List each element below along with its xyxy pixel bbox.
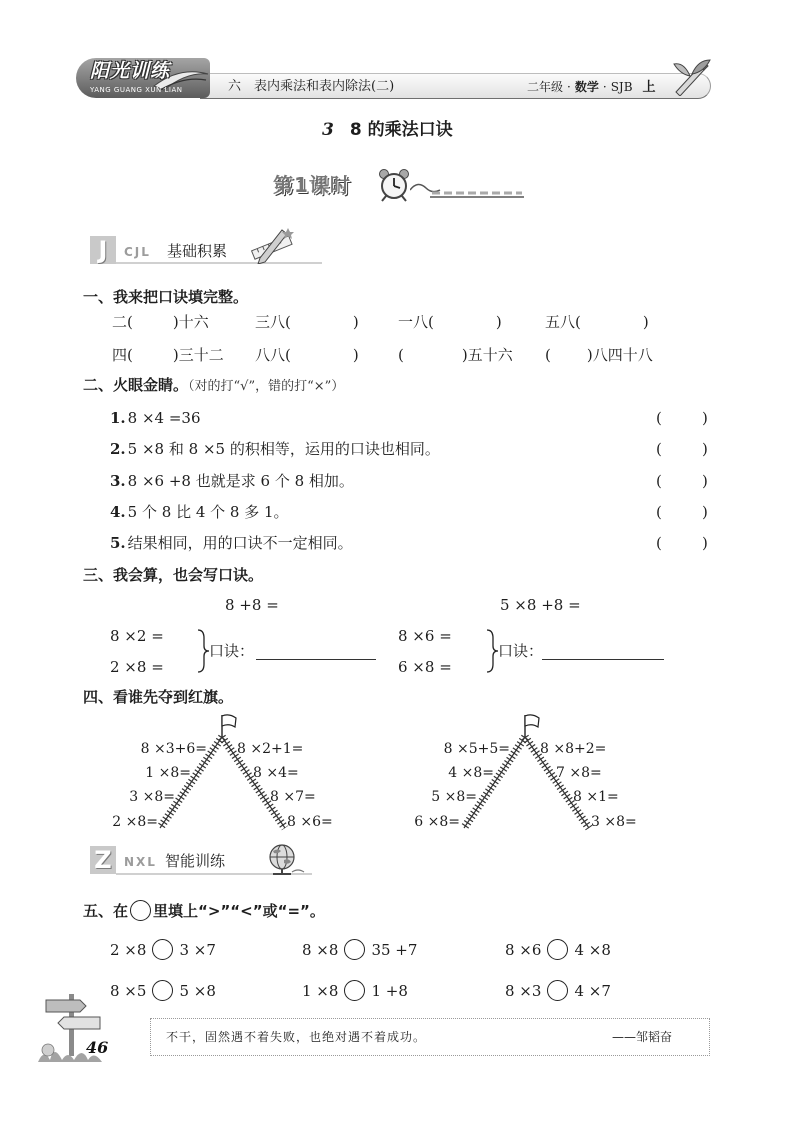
rhyme-fill-item bbox=[112, 345, 224, 365]
item-prefix: 八八( bbox=[255, 346, 291, 364]
mountain-2-left-step: 8 ×5+5= bbox=[443, 741, 510, 757]
item-suffix: ) bbox=[642, 313, 649, 331]
quote-author: ——邹韬奋 bbox=[612, 1030, 673, 1044]
rhyme-label: 口诀： bbox=[209, 642, 255, 660]
question-2-heading-row bbox=[83, 375, 344, 397]
volume-label: 上 bbox=[642, 80, 656, 95]
grade-label: 二年级 bbox=[527, 80, 564, 94]
answer-circle bbox=[152, 939, 173, 960]
answer-paren-close: ) bbox=[702, 472, 708, 490]
judgement-item bbox=[110, 502, 289, 522]
item-suffix: ) bbox=[495, 313, 502, 331]
product-expression: 8 ×6 = bbox=[398, 627, 452, 645]
item-statement: 5 个 8 比 4 个 8 多 1。 bbox=[127, 503, 289, 521]
product-expression: 6 ×8 = bbox=[398, 658, 452, 676]
lesson-badge: 第1课时 bbox=[273, 173, 351, 197]
section-letter-badge: J bbox=[90, 236, 116, 264]
mountain-2-right-step: 8 ×1= bbox=[573, 789, 619, 805]
unit-title: 六 表内乘法和表内除法(二) bbox=[228, 79, 395, 94]
rhyme-answer-line bbox=[256, 650, 376, 660]
answer-paren-close: ) bbox=[702, 534, 708, 552]
answer-blank bbox=[291, 326, 353, 327]
answer-blank bbox=[133, 359, 173, 360]
answer-paren-open: ( bbox=[656, 503, 662, 521]
mountain-1-left-step: 3 ×8= bbox=[129, 789, 175, 805]
comparison-item bbox=[110, 939, 216, 960]
answer-paren-close: ) bbox=[702, 440, 708, 458]
mountain-1-left-step: 8 ×3+6= bbox=[140, 741, 207, 757]
item-prefix: 四( bbox=[112, 346, 133, 364]
answer-paren-close: ) bbox=[702, 503, 708, 521]
item-statement: 8 ×6 +8 也就是求 6 个 8 相加。 bbox=[127, 472, 354, 490]
mountain-1-right-step: 8 ×4= bbox=[253, 765, 299, 781]
sum-expression: 5 ×8 +8 = bbox=[500, 596, 581, 614]
question-5-heading-end: 里填上“>”“<”或“=”。 bbox=[153, 901, 325, 920]
rhyme-answer-line bbox=[542, 650, 664, 660]
mountain-2-left-step: 5 ×8= bbox=[431, 789, 477, 805]
answer-circle bbox=[344, 939, 365, 960]
rhyme-fill-item bbox=[398, 345, 513, 365]
item-number: 4. bbox=[110, 503, 126, 521]
pencil-sprout-icon bbox=[670, 56, 712, 96]
answer-circle bbox=[344, 980, 365, 1001]
compare-left: 8 ×5 bbox=[110, 981, 147, 1000]
rhyme-fill-item bbox=[255, 345, 359, 365]
compare-left: 8 ×8 bbox=[302, 940, 339, 959]
separator: · bbox=[567, 80, 571, 94]
lesson-ribbon-decoration bbox=[410, 180, 526, 202]
item-prefix: 一八( bbox=[398, 313, 434, 331]
compare-circle-icon bbox=[130, 900, 151, 921]
mountain-2-left-step: 6 ×8= bbox=[414, 814, 460, 830]
comparison-item bbox=[302, 980, 408, 1001]
mountain-2-right-step: 7 ×8= bbox=[556, 765, 602, 781]
right-brace-icon bbox=[196, 628, 210, 674]
comparison-item bbox=[505, 980, 611, 1001]
judgement-item bbox=[110, 408, 201, 428]
item-suffix: )三十二 bbox=[172, 346, 224, 364]
judgement-item bbox=[110, 439, 440, 459]
comparison-item bbox=[505, 939, 611, 960]
section-code: CJL bbox=[124, 245, 151, 259]
mountain-1-right-step: 8 ×7= bbox=[270, 789, 316, 805]
item-number: 1. bbox=[110, 409, 126, 427]
edition-label: SJB bbox=[610, 80, 633, 94]
item-suffix: ) bbox=[352, 313, 359, 331]
answer-blank bbox=[133, 326, 173, 327]
item-statement: 5 ×8 和 8 ×5 的积相等，运用的口诀也相同。 bbox=[127, 440, 440, 458]
rhyme-fill-item bbox=[112, 312, 209, 332]
rhyme-fill-item bbox=[398, 312, 502, 332]
globe-icon bbox=[262, 842, 306, 878]
mountain-1-left-step: 1 ×8= bbox=[145, 765, 191, 781]
answer-circle bbox=[152, 980, 173, 1001]
compare-right: 4 ×7 bbox=[574, 981, 611, 1000]
separator: · bbox=[602, 80, 607, 94]
rhyme-label: 口诀： bbox=[498, 642, 544, 660]
answer-circle bbox=[547, 980, 568, 1001]
mountain-1-right-step: 8 ×2+1= bbox=[237, 741, 304, 757]
mountain-1-left-step: 2 ×8= bbox=[112, 814, 158, 830]
section-label: 基础积累 bbox=[167, 242, 228, 260]
item-prefix: 五八( bbox=[545, 313, 581, 331]
mountain-2-left-step: 4 ×8= bbox=[448, 765, 494, 781]
item-number: 5. bbox=[110, 534, 126, 552]
comparison-item bbox=[110, 980, 216, 1001]
judgement-item bbox=[110, 471, 354, 491]
item-suffix: ) bbox=[352, 346, 359, 364]
question-3-heading: 三、我会算，也会写口诀。 bbox=[83, 566, 264, 584]
answer-blank bbox=[291, 359, 353, 360]
mountain-2-right-step: 8 ×8+2= bbox=[540, 741, 607, 757]
compare-left: 8 ×6 bbox=[505, 940, 542, 959]
compare-left: 1 ×8 bbox=[302, 981, 339, 1000]
answer-paren-open: ( bbox=[656, 440, 662, 458]
right-brace-icon bbox=[485, 628, 499, 674]
answer-paren-close: ) bbox=[702, 409, 708, 427]
answer-blank bbox=[551, 359, 587, 360]
answer-circle bbox=[547, 939, 568, 960]
judgement-item bbox=[110, 533, 353, 553]
question-5-heading-start: 五、在 bbox=[83, 901, 129, 920]
section-title: 8 的乘法口诀 bbox=[349, 120, 453, 140]
section-number: 3 bbox=[322, 120, 334, 140]
product-expression: 2 ×8 = bbox=[110, 658, 164, 676]
compare-right: 4 ×8 bbox=[574, 940, 611, 959]
answer-blank bbox=[581, 326, 643, 327]
item-suffix: )五十六 bbox=[461, 346, 513, 364]
item-suffix: )八四十八 bbox=[586, 346, 653, 364]
section-label: 智能训练 bbox=[165, 852, 226, 870]
section-code: NXL bbox=[124, 855, 157, 869]
compare-right: 35 +7 bbox=[371, 940, 418, 959]
question-1-heading: 一、我来把口诀填完整。 bbox=[83, 288, 249, 306]
compare-right: 3 ×7 bbox=[179, 940, 216, 959]
motto-quote: 不干，固然遇不着失败，也绝对遇不着成功。 bbox=[166, 1030, 427, 1044]
item-suffix: )十六 bbox=[172, 313, 209, 331]
item-number: 3. bbox=[110, 472, 126, 490]
flag-icon bbox=[222, 715, 236, 737]
rhyme-fill-item bbox=[545, 345, 653, 365]
rhyme-fill-item bbox=[255, 312, 359, 332]
product-expression: 8 ×2 = bbox=[110, 627, 164, 645]
rhyme-fill-item bbox=[545, 312, 649, 332]
item-prefix: 二( bbox=[112, 313, 133, 331]
page-number: 46 bbox=[86, 1038, 109, 1057]
subject-label: 数学 bbox=[574, 80, 599, 94]
compare-left: 2 ×8 bbox=[110, 940, 147, 959]
comparison-item bbox=[302, 939, 417, 960]
brand-logo-text: 阳光训练 bbox=[90, 60, 171, 82]
item-statement: 8 ×4 =36 bbox=[127, 409, 201, 427]
answer-blank bbox=[404, 359, 462, 360]
item-statement: 结果相同，用的口诀不一定相同。 bbox=[127, 534, 353, 552]
compare-left: 8 ×3 bbox=[505, 981, 542, 1000]
page-title bbox=[322, 119, 453, 141]
stationery-icon bbox=[248, 224, 296, 264]
question-2-heading: 二、火眼金睛。 bbox=[83, 376, 189, 394]
answer-paren-open: ( bbox=[656, 409, 662, 427]
question-5-heading bbox=[83, 900, 325, 921]
flag-icon bbox=[525, 715, 539, 737]
question-2-instruction: （对的打“√”，错的打“×”） bbox=[188, 379, 345, 394]
item-prefix: ( bbox=[545, 346, 551, 364]
grade-subject-label bbox=[527, 79, 656, 96]
answer-paren-open: ( bbox=[656, 472, 662, 490]
compare-right: 1 +8 bbox=[371, 981, 408, 1000]
item-prefix: 三八( bbox=[255, 313, 291, 331]
alarm-clock-icon bbox=[376, 166, 412, 202]
mountain-1-right-step: 8 ×6= bbox=[287, 814, 333, 830]
section-letter-badge: Z bbox=[90, 846, 116, 874]
item-prefix: ( bbox=[398, 346, 404, 364]
answer-blank bbox=[434, 326, 496, 327]
question-4-heading: 四、看谁先夺到红旗。 bbox=[83, 688, 234, 706]
mountain-2-right-step: 3 ×8= bbox=[591, 814, 637, 830]
brand-logo-pinyin: YANG GUANG XUN LIAN bbox=[90, 86, 183, 94]
item-number: 2. bbox=[110, 440, 126, 458]
compare-right: 5 ×8 bbox=[179, 981, 216, 1000]
sum-expression: 8 +8 = bbox=[225, 596, 279, 614]
answer-paren-open: ( bbox=[656, 534, 662, 552]
